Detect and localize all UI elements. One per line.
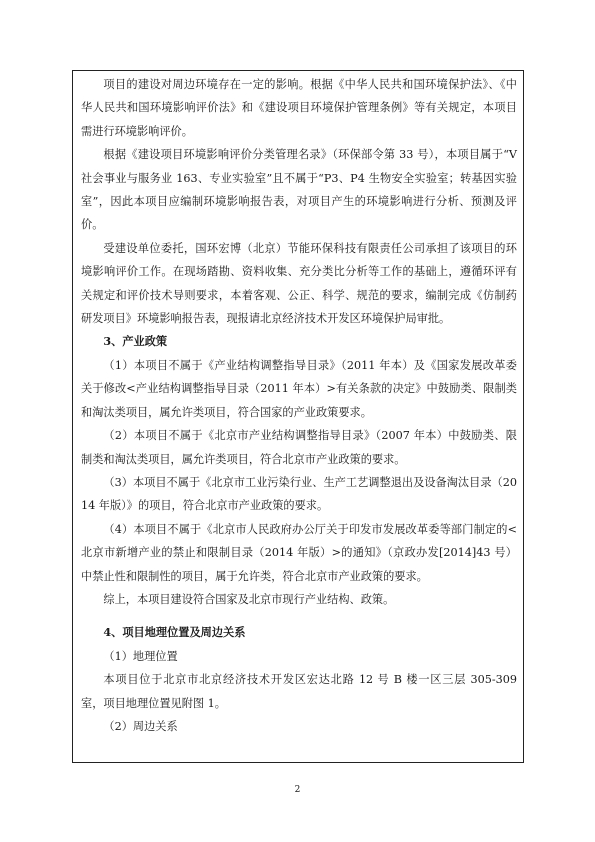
intro-paragraph-2: 根据《建设项目环境影响评价分类管理名录》（环保部令第 33 号），本项目属于“V 社会事业与服务业 163、专业实验室”且不属于“P3、P4 生物安全实验室；转基因实验室”，因此本项目应编制环境影响报告表，对项目产生的环境影响进行分析、预测及评价。 (81, 148, 517, 232)
subsection-surroundings-title: （2）周边关系 (103, 719, 178, 733)
content-frame (72, 70, 524, 763)
location-paragraph: 本项目位于北京市北京经济技术开发区宏达北路 12 号 B 楼一区三层 305-309 室，项目地理位置见附图 1。 (81, 673, 517, 710)
policy-paragraph-1: （1）本项目不属于《产业结构调整指导目录》（2011 年本）及《国家发展改革委关于修改<产业结构调整指导目录（2011 年本）>有关条款的决定》中鼓励类、限制类和淘汰类项目，属允许类项目，符合国家的产业政策要求。 (81, 358, 517, 419)
policy-paragraph-4: （4）本项目不属于《北京市人民政府办公厅关于印发市发展改革委等部门制定的<北京市新增产业的禁止和限制目录（2014 年版）>的通知》（京政办发[2014]43 号）中禁止性和限制性的项目，属于允许类，符合北京市产业政策的要求。 (81, 522, 517, 583)
intro-paragraph-3: 受建设单位委托，国环宏博（北京）节能环保科技有限责任公司承担了该项目的环境影响评价工作。在现场踏勘、资料收集、充分类比分析等工作的基础上，遵循环评有关规定和评价技术导则要求，本着客观、公正、科学、规范的要求，编制完成《仿制药研发项目》环境影响报告表，现报请北京经济技术开发区环境保护局审批。 (81, 241, 517, 326)
intro-paragraph-1: 项目的建设对周边环境存在一定的影响。根据《中华人民共和国环境保护法》、《中华人民共和国环境影响评价法》和《建设项目环境保护管理条例》等有关规定，本项目需进行环境影响评价。 (81, 78, 517, 138)
page-number: 2 (294, 785, 301, 795)
section-4-heading: 4、项目地理位置及周边关系 (103, 625, 246, 640)
policy-paragraph-2: （2）本项目不属于《北京市产业结构调整指导目录》（2007 年本）中鼓励类、限制类和淘汰类项目，属允许类项目，符合北京市产业政策的要求。 (81, 429, 517, 466)
subsection-location-title: （1）地理位置 (103, 649, 178, 663)
section-3-heading: 3、产业政策 (103, 334, 168, 349)
policy-summary: 综上，本项目建设符合国家及北京市现行产业结构、政策。 (103, 592, 395, 606)
policy-paragraph-3: （3）本项目不属于《北京市工业污染行业、生产工艺调整退出及设备淘汰目录（2014 年版）》的项目，符合北京市产业政策的要求。 (81, 475, 517, 513)
